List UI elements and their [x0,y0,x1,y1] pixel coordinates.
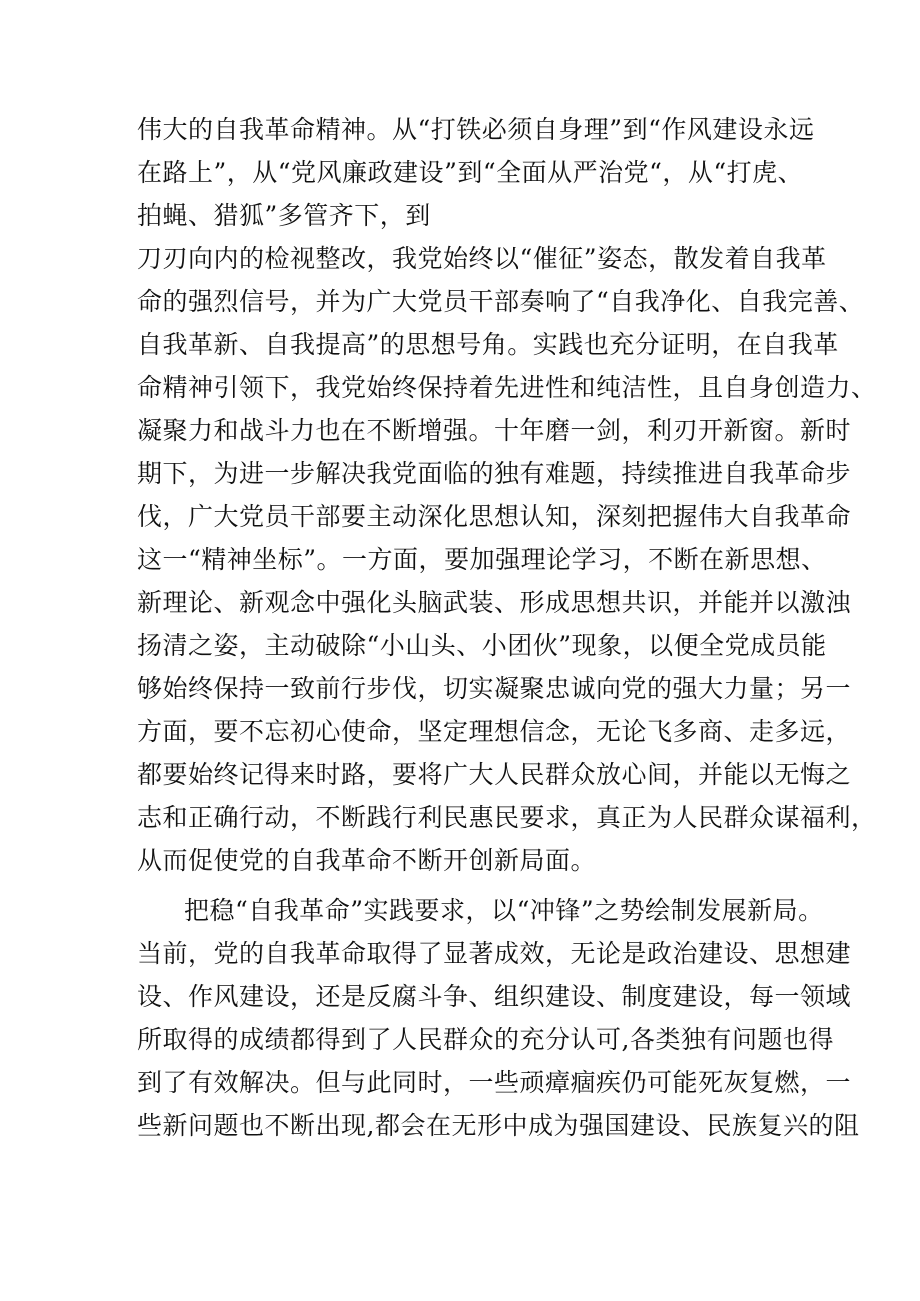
paragraph-line: 在路上”，从“党风廉政建设”到“全面从严治党“，从“打虎、 [137,158,804,187]
paragraph-line: 拍蝇、猎狐”多管齐下，到 [137,201,431,230]
paragraph-line: 新理论、新观念中强化头脑武装、形成思想共识，并能并以激浊 [137,588,852,617]
paragraph-line: 方面，要不忘初心使命，坚定理想信念，无论飞多商、走多远， [137,717,852,746]
paragraph-line: 都要始终记得来时路，要将广大人民群众放心间，并能以无悔之 [137,760,852,789]
paragraph-line: 刀刃向内的检视整改，我党始终以“催征”姿态，散发着自我革 [137,244,827,273]
paragraph-line: 命精神引领下，我党始终保持着先进性和纯洁性，且自身创造力、 [137,373,877,402]
paragraph-line: 凝聚力和战斗力也在不断增强。十年磨一剑，利刃开新窗。新时 [137,416,852,445]
paragraph-line: 期下，为进一步解决我党面临的独有难题，持续推进自我革命步 [137,459,852,488]
paragraph-line: 志和正确行动，不断践行利民惠民要求，真正为人民群众谋福利， [137,803,877,832]
paragraph-line: 些新问题也不断出现,都会在无形中成为强国建设、民族复兴的阻 [137,1111,860,1140]
paragraph-line: 这一“精神坐标”。一方面，要加强理论学习，不断在新思想、 [137,545,827,574]
paragraph-line: 伟大的自我革命精神。从“打铁必须自身理”到“作风建设永远 [137,115,815,144]
paragraph-line: 到了有效解决。但与此同时，一些顽瘴痼疾仍可能死灰复燃，一 [137,1068,852,1097]
paragraph-line: 当前，党的自我革命取得了显著成效，无论是政治建设、思想建 [137,939,852,968]
paragraph-line: 自我革新、自我提高”的思想号角。实践也充分证明，在自我革 [137,330,839,359]
paragraph-heading-line: 把稳“自我革命”实践要求，以“冲锋”之势绘制发展新局。 [184,896,824,925]
paragraph-line: 伐，广大党员干部要主动深化思想认知，深刻把握伟大自我革命 [137,502,852,531]
paragraph-line: 所取得的成绩都得到了人民群众的充分认可,各类独有问题也得 [137,1025,834,1054]
paragraph-line: 从而促使党的自我革命不断开创新局面。 [137,846,597,875]
paragraph-line: 设、作风建设，还是反腐斗争、组织建设、制度建设，每一领域 [137,982,852,1011]
paragraph-line: 够始终保持一致前行步伐，切实凝聚忠诚向党的强大力量；另一 [137,674,852,703]
paragraph-line: 命的强烈信号，并为广大党员干部奏响了“自我净化、自我完善、 [137,287,865,316]
paragraph-line: 扬清之姿，主动破除“小山头、小团伙”现象，以便全党成员能 [137,631,827,660]
